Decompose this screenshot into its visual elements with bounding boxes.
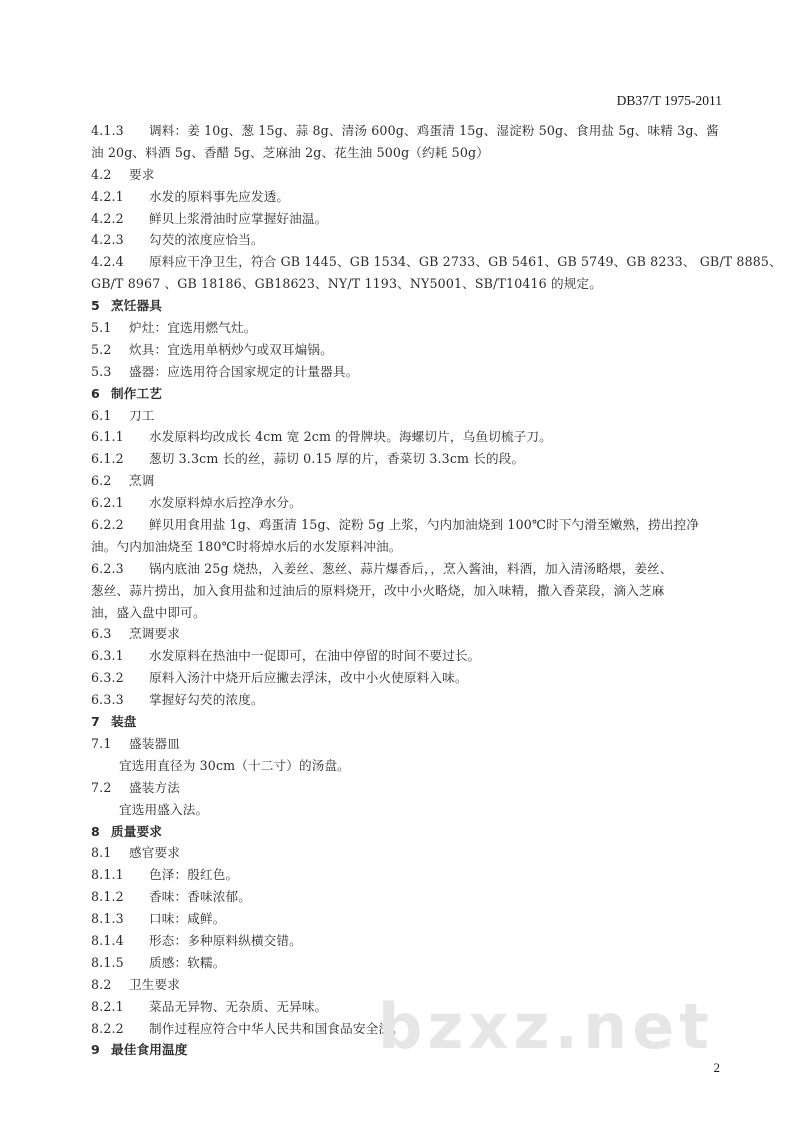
clause-text: 盛装方法: [129, 779, 180, 795]
clause-text: 锅内底油 25g 烧热，入姜丝、葱丝、蒜片爆香后，，烹入酱油，料酒，加入清汤略煨，姜丝、: [149, 560, 673, 576]
clause-number: 4.2.2: [91, 210, 124, 226]
clause-number: 4.2: [91, 166, 112, 182]
clause-text: 水发的原料事先应发透。: [149, 188, 290, 204]
clause-number: 8.2.2: [91, 1020, 124, 1036]
clause-text: 感官要求: [129, 845, 180, 861]
clause-text: 盛装器皿: [129, 735, 180, 751]
clause-text: 质量要求: [111, 823, 162, 839]
clause-text: 最佳食用温度: [111, 1042, 188, 1058]
continuation-line: [91, 142, 731, 164]
clause-number: 8.1.2: [91, 889, 124, 905]
clause-number: 4.2.4: [91, 254, 124, 270]
clause-text: 水发原料在热油中一促即可，在油中停留的时间不要过长。: [149, 648, 481, 664]
clause-line: [91, 952, 731, 974]
clause-number: 6.3: [91, 626, 112, 642]
clause-number: 7.1: [91, 735, 112, 751]
clause-text: 水发原料焯水后控净水分。: [149, 495, 302, 511]
clause-text: 水发原料均改成长 4cm 宽 2cm 的骨牌块。海螺切片，乌鱼切梳子刀。: [149, 429, 552, 445]
clause-text: 宜选用直径为 30cm（十二寸）的汤盘。: [119, 757, 350, 773]
indented-text-line: [91, 799, 731, 821]
clause-text: 色泽：殷红色。: [149, 867, 239, 883]
section-heading: [91, 821, 731, 843]
clause-number: 8.2.1: [91, 998, 124, 1014]
section-heading: [91, 383, 731, 405]
clause-number: 6.2.2: [91, 517, 124, 533]
clause-text: 宜选用盛入法。: [119, 801, 209, 817]
standard-code: DB37/T 1975-2011: [616, 93, 722, 108]
clause-text: 刀工: [129, 407, 155, 423]
clause-number: 4.2.3: [91, 232, 124, 248]
clause-text: 烹调要求: [129, 626, 180, 642]
clause-number: 8: [91, 823, 100, 839]
subsection-heading: [91, 164, 731, 186]
clause-line: [91, 448, 731, 470]
clause-text: 炉灶：宜选用燃气灶。: [129, 320, 257, 336]
continuation-line: [91, 580, 731, 602]
clause-number: 4.1.3: [91, 123, 124, 138]
clause-text: 卫生要求: [129, 976, 180, 992]
clause-text: 炊具：宜选用单柄炒勺或双耳煸锅。: [129, 341, 333, 357]
clause-text: 鲜贝上浆滑油时应掌握好油温。: [149, 210, 328, 226]
continuation-line: [91, 536, 731, 558]
clause-text: 调料：姜 10g、葱 15g、蒜 8g、清汤 600g、鸡蛋清 15g、湿淀粉 50g、食用盐 5g、味精 3g、酱: [149, 123, 720, 138]
clause-text: 烹饪器具: [111, 298, 162, 314]
clause-number: 5.1: [91, 320, 112, 336]
clause-number: 6.1.2: [91, 451, 124, 467]
clause-text: 油。勺内加油烧至 180℃时将焯水后的水发原料冲油。: [91, 538, 402, 554]
clause-line: [91, 645, 731, 667]
clause-number: 5: [91, 298, 100, 314]
clause-line: [91, 120, 731, 142]
clause-line: [91, 229, 731, 251]
subsection-heading: [91, 317, 731, 339]
clause-line: [91, 558, 731, 580]
clause-text: 香味：香味浓郁。: [149, 889, 251, 905]
clause-number: 8.2: [91, 976, 112, 992]
clause-text: 装盘: [111, 714, 137, 730]
clause-line: [91, 208, 731, 230]
subsection-heading: [91, 470, 731, 492]
clause-line: [91, 908, 731, 930]
subsection-heading: [91, 405, 731, 427]
subsection-heading: [91, 842, 731, 864]
clause-text: GB/T 8967 、GB 18186、GB18623、NY/T 1193、NY5001、SB/T10416 的规定。: [91, 276, 602, 292]
clause-line: [91, 186, 731, 208]
clause-text: 形态：多种原料纵横交错。: [149, 932, 302, 948]
clause-number: 8.1.1: [91, 867, 124, 883]
clause-number: 6.2.3: [91, 560, 124, 576]
indented-text-line: [91, 755, 731, 777]
clause-text: 勾芡的浓度应恰当。: [149, 232, 264, 248]
clause-line: [91, 426, 731, 448]
clause-text: 制作过程应符合中华人民共和国食品安全法。: [149, 1020, 404, 1036]
clause-text: 鲜贝用食用盐 1g、鸡蛋清 15g、淀粉 5g 上浆，勺内加油烧到 100℃时下勺滑至嫩熟，捞出控净: [149, 517, 700, 533]
clause-number: 6.2.1: [91, 495, 124, 511]
clause-line: [91, 930, 731, 952]
subsection-heading: [91, 777, 731, 799]
clause-text: 油，盛入盘中即可。: [91, 604, 206, 620]
page-number: 2: [713, 1060, 720, 1075]
clause-text: 油 20g、料酒 5g、香醋 5g、芝麻油 2g、花生油 500g（约耗 50g）: [91, 144, 489, 160]
clause-line: [91, 251, 782, 273]
clause-number: 8.1: [91, 845, 112, 861]
clause-text: 掌握好勾芡的浓度。: [149, 692, 264, 708]
document-body: [91, 120, 782, 1061]
clause-number: 6.3.3: [91, 692, 124, 708]
subsection-heading: [91, 623, 731, 645]
clause-number: 8.1.5: [91, 954, 124, 970]
clause-number: 5.2: [91, 341, 112, 357]
clause-line: [91, 492, 731, 514]
clause-text: 葱丝、蒜片捞出，加入食用盐和过油后的原料烧开，改中小火略烧，加入味精，撒入香菜段，滴入芝麻: [91, 582, 665, 598]
section-heading: [91, 295, 731, 317]
clause-text: 要求: [129, 166, 155, 182]
continuation-line: [91, 273, 731, 295]
clause-text: 菜品无异物、无杂质、无异味。: [149, 998, 328, 1014]
clause-number: 6.3.2: [91, 670, 124, 686]
clause-text: 口味：咸鲜。: [149, 911, 226, 927]
clause-line: [91, 689, 731, 711]
subsection-heading: [91, 339, 731, 361]
clause-line: [91, 667, 731, 689]
clause-text: 葱切 3.3cm 长的丝，蒜切 0.15 厚的片，香菜切 3.3cm 长的段。: [149, 451, 525, 467]
clause-text: 原料应干净卫生，符合 GB 1445、GB 1534、GB 2733、GB 5461、GB 5749、GB 8233、 GB/T 8885、: [149, 254, 782, 270]
continuation-line: [91, 602, 731, 624]
clause-number: 4.2.1: [91, 188, 124, 204]
clause-number: 6: [91, 385, 100, 401]
clause-number: 6.1: [91, 407, 112, 423]
subsection-heading: [91, 361, 731, 383]
clause-number: 7: [91, 714, 100, 730]
clause-number: 6.2: [91, 473, 112, 489]
clause-text: 烹调: [129, 473, 155, 489]
clause-line: [91, 514, 731, 536]
clause-number: 5.3: [91, 363, 112, 379]
clause-text: 制作工艺: [111, 385, 162, 401]
watermark: bzxz.net: [378, 990, 714, 1063]
clause-number: 6.3.1: [91, 648, 124, 664]
clause-number: 8.1.3: [91, 911, 124, 927]
clause-line: [91, 864, 731, 886]
clause-number: 7.2: [91, 779, 112, 795]
clause-number: 6.1.1: [91, 429, 124, 445]
clause-line: [91, 886, 731, 908]
clause-number: 8.1.4: [91, 932, 124, 948]
clause-text: 质感：软糯。: [149, 954, 226, 970]
clause-text: 原料入汤汁中烧开后应撇去浮沫，改中小火使原料入味。: [149, 670, 468, 686]
clause-text: 盛器：应选用符合国家规定的计量器具。: [129, 363, 359, 379]
section-heading: [91, 711, 731, 733]
clause-number: 9: [91, 1042, 100, 1058]
subsection-heading: [91, 733, 731, 755]
